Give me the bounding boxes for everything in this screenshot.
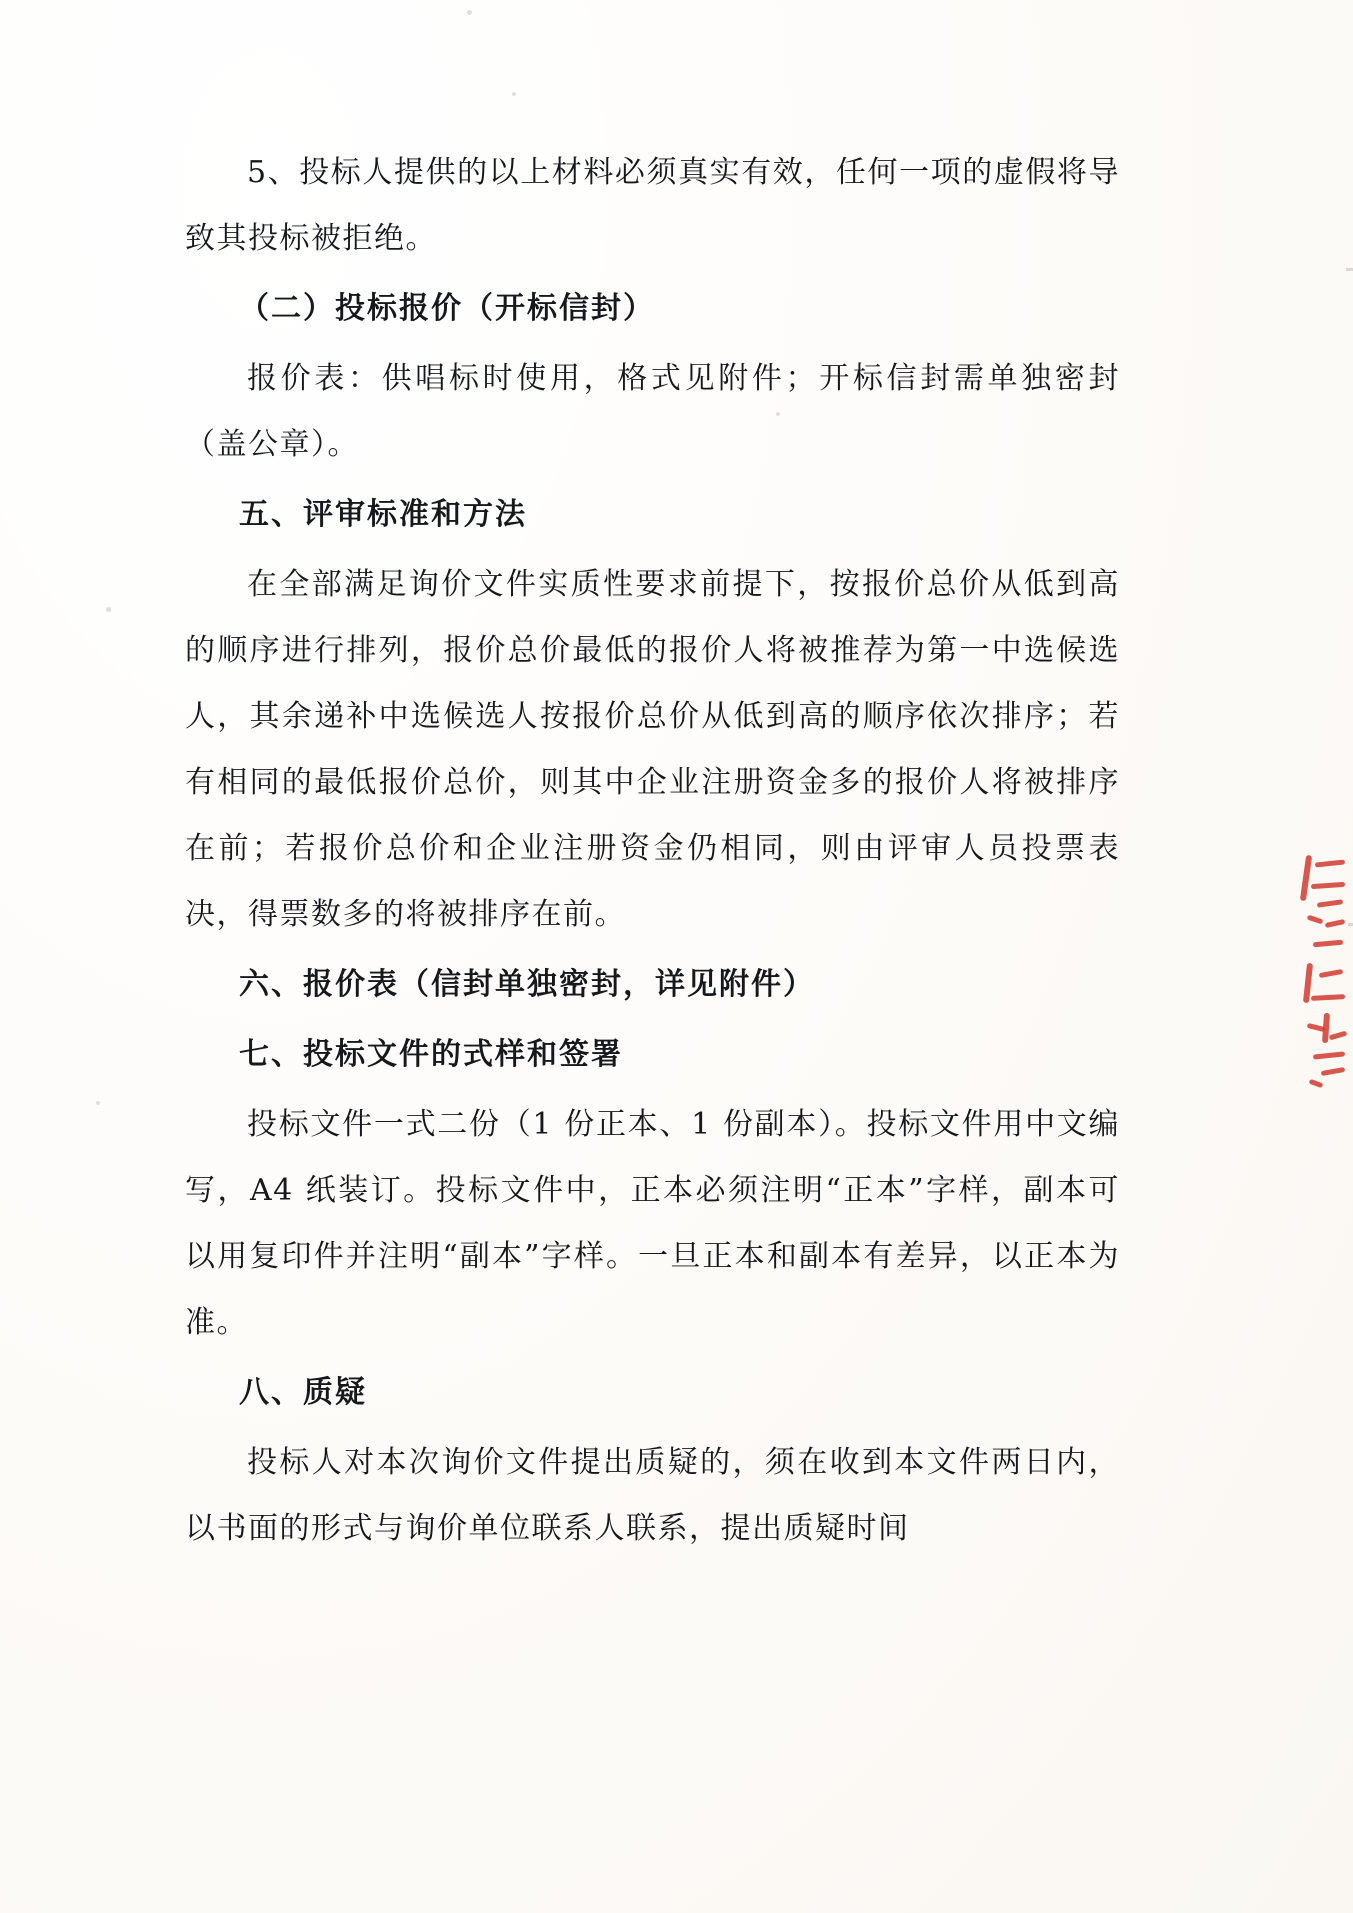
edge-mark [1348, 923, 1353, 926]
heading-section-eight: 八、质疑 [239, 1375, 367, 1410]
document-text-body [185, 140, 1120, 1562]
edge-mark [1346, 268, 1353, 271]
heading-section-five: 五、评审标准和方法 [239, 497, 527, 532]
paragraph-query: 投标人对本次询价文件提出质疑的，须在收到本文件两日内，以书面的形式与询价单位联系人联系，提出质疑时间 [185, 1445, 1120, 1546]
paragraph-format-signature: 投标文件一式二份（1 份正本、1 份副本）。投标文件用中文编写，A4 纸装订。投标文件中，正本必须注明“正本”字样，副本可以用复印件并注明“副本”字样。一旦正本和副本有差异，以正本为准。 [185, 1107, 1120, 1340]
paragraph-review-method: 在全部满足询价文件实质性要求前提下，按报价总价从低到高的顺序进行排列，报价总价最低的报价人将被推荐为第一中选候选人，其余递补中选候选人按报价总价从低到高的顺序依次排序；若有相同的最低报价总价，则其中企业注册资金多的报价人将被排序在前；若报价总价和企业注册资金仍相同，则由评审人员投票表决，得票数多的将被排序在前。 [185, 567, 1120, 932]
paragraph-quote-sheet: 报价表：供唱标时使用，格式见附件；开标信封需单独密封（盖公章）。 [185, 361, 1120, 462]
scan-speck [96, 1101, 100, 1105]
scan-speck [467, 10, 472, 15]
scan-speck [512, 92, 516, 96]
paragraph-item-5: 5、投标人提供的以上材料必须真实有效，任何一项的虚假将导致其投标被拒绝。 [185, 155, 1120, 256]
heading-section-two: （二）投标报价（开标信封） [239, 291, 655, 326]
scan-speck [106, 607, 111, 612]
heading-section-six: 六、报价表（信封单独密封，详见附件） [239, 967, 815, 1002]
heading-section-seven: 七、投标文件的式样和签署 [239, 1037, 623, 1072]
